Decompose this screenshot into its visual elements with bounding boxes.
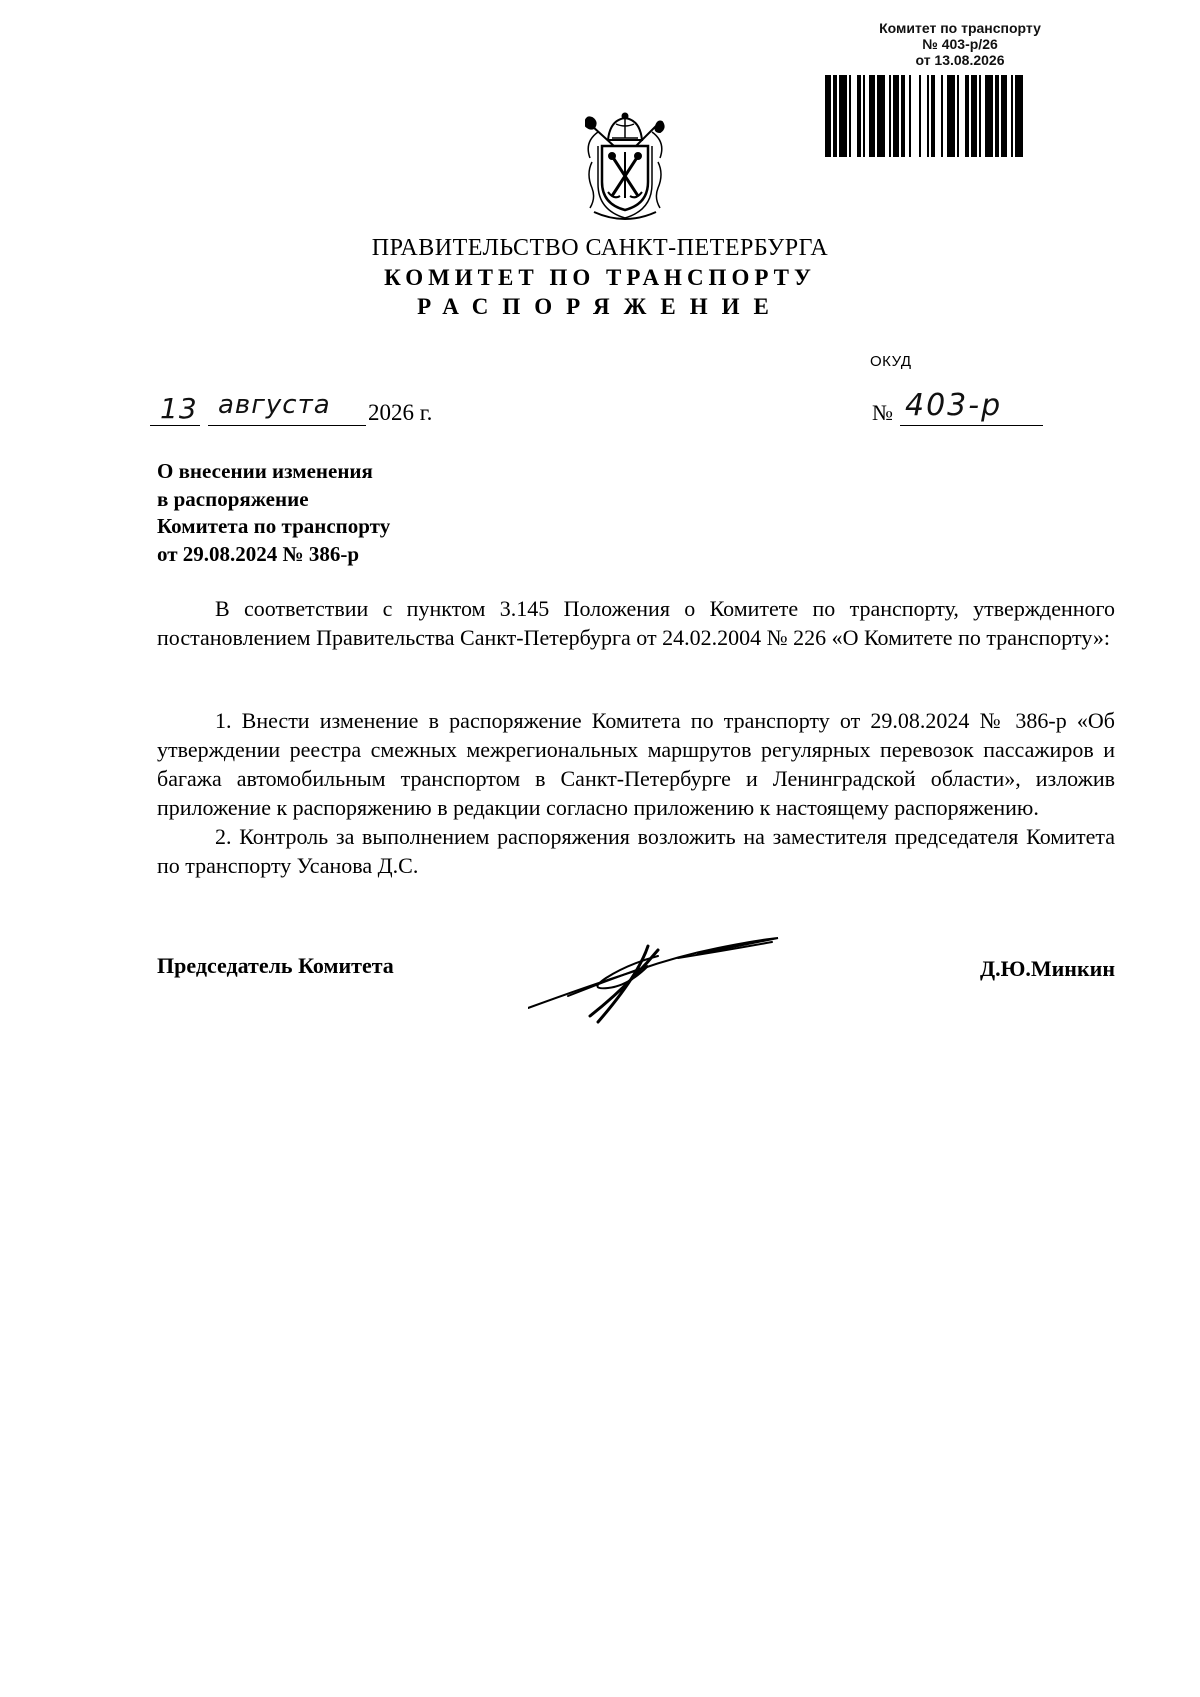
handwritten-signature [528, 926, 788, 1026]
preamble [157, 594, 1115, 652]
date-month: августа [218, 390, 331, 420]
subject-line: от 29.08.2024 № 386-р [157, 541, 360, 566]
subject-line: О внесении изменения [157, 459, 373, 483]
preamble-paragraph: В соответствии с пунктом 3.145 Положения о Комитете по транспорту, утвержденного постановлением Правительства Санкт-Петербурга от 24.02.2004 № 226 «О Комитете по транспорту»: [157, 596, 1115, 650]
stamp-line-number: № 403-р/26 [922, 36, 998, 52]
government-name: ПРАВИТЕЛЬСТВО САНКТ-ПЕТЕРБУРГА [371, 235, 829, 261]
date-month-underline [208, 425, 366, 426]
document-number: 403-р [905, 388, 1003, 423]
stamp-line-organization: Комитет по транспорту [879, 20, 1041, 36]
order-item-2: 2. Контроль за выполнением распоряжения возложить на заместителя председателя Комитета по транспорту Усанова Д.С. [157, 824, 1115, 878]
coat-of-arms-icon [570, 112, 680, 224]
signatory-title: Председатель Комитета [157, 953, 394, 978]
barcode-icon [825, 75, 1125, 157]
registration-stamp [810, 20, 1110, 68]
date-day: 13 [160, 392, 198, 425]
subject-line: Комитета по транспорту [157, 514, 391, 538]
stamp-line-date: от 13.08.2026 [915, 52, 1005, 68]
number-underline [900, 425, 1043, 426]
committee-name: КОМИТЕТ ПО ТРАНСПОРТУ [384, 265, 816, 290]
document-subject [157, 458, 487, 568]
date-day-underline [150, 425, 200, 426]
order-item-1: 1. Внести изменение в распоряжение Комитета по транспорту от 29.08.2024 № 386-р «Об утверждении реестра смежных межрегиональных маршрутов регулярных перевозок пассажиров и багажа автомобильным транспортом в Санкт-Петербурге и Ленинградской области», изложив приложение к распоряжению в редакции согласно приложению к настоящему распоряжению. [157, 708, 1115, 820]
date-year: 2026 г. [368, 400, 433, 425]
okud-label: ОКУД [870, 353, 912, 370]
subject-line: в распоряжение [157, 486, 309, 511]
order-items [157, 706, 1115, 880]
number-sign: № [872, 400, 893, 425]
document-header [0, 232, 1200, 322]
document-type: РАСПОРЯЖЕНИЕ [417, 294, 783, 319]
signatory-name: Д.Ю.Минкин [979, 956, 1115, 981]
